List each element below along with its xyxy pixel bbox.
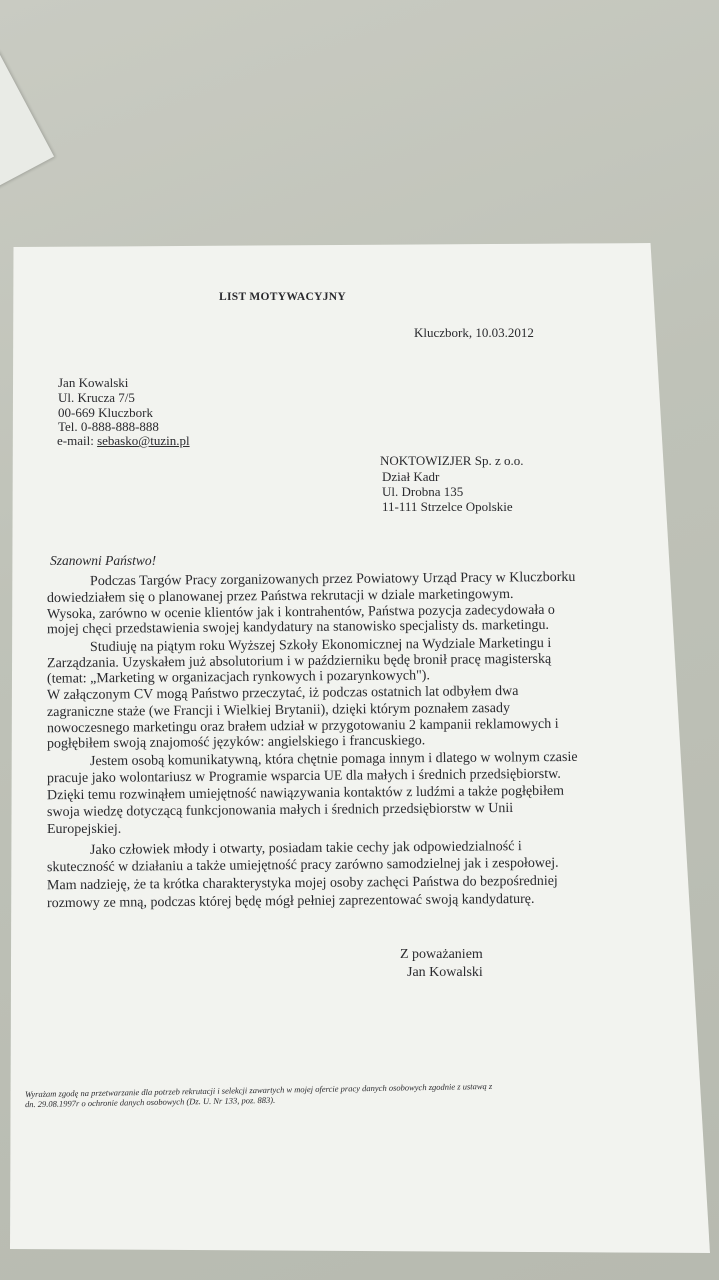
body-line: swoja wiedzę dotyczącą funkcjonowania małych i średnich przedsiębiorstw w Unii (46, 800, 514, 821)
closing: Z poważaniem (400, 947, 483, 962)
recipient-company: NOKTOWIZJER Sp. z o.o. (380, 453, 524, 468)
body-line: Podczas Targów Pracy zorganizowanych przez Powiatowy Urząd Pracy w Kluczborku (89, 569, 576, 590)
body-line: pracuje jako wolontariusz w Programie wsparcia UE dla małych i średnich przedsiębiorstw. (46, 766, 561, 787)
place-date: Kluczbork, 10.03.2012 (414, 325, 534, 340)
recipient-city: 11-111 Strzelce Opolskie (382, 499, 513, 514)
body-line: zagraniczne staże (we Francji i Wielkiej Brytanii), dzięki którym poznałem zasady (46, 700, 510, 721)
sender-street: Ul. Krucza 7/5 (58, 390, 135, 405)
body-line: W załączonym CV mogą Państwo przeczytać, iż podczas ostatnich lat odbyłem dwa (46, 683, 519, 704)
background-paper-corner (0, 51, 54, 190)
body-line: Jako człowiek młody i otwarty, posiadam takie cechy jak odpowiedzialność i (89, 839, 522, 858)
sender-name: Jan Kowalski (58, 375, 129, 390)
letter-title: LIST MOTYWACYJNY (219, 291, 346, 303)
body-line: Wysoka, zarówno w ocenie klientów jak i kontrahentów, Państwa pozycja zadecydowała o (46, 602, 555, 623)
body-line: Europejskiej. (47, 822, 122, 837)
body-line: dowiedziałem się o planowanej przez Państwa rekrutacji w dziale marketingowym. (46, 586, 514, 607)
email-link[interactable]: sebasko@tuzin.pl (97, 433, 190, 448)
footer-consent-line: dn. 29.08.1997r o ochronie danych osobowych (Dz. U. Nr 133, poz. 883). (24, 1094, 276, 1110)
body-line: Zarządzania. Uzyskałem już absolutorium i w październiku będę bronił pracę magisterską (46, 651, 552, 672)
recipient-street: Ul. Drobna 135 (382, 484, 464, 499)
signature-name: Jan Kowalski (407, 965, 483, 980)
recipient-department: Dział Kadr (382, 469, 440, 484)
body-line: pogłębiłem swoją znajomość języków: angielskiego i francuskiego. (46, 733, 426, 752)
sender-email-line (57, 433, 190, 448)
body-line: Mam nadzieję, że ta krótka charakterystyka mojej osoby zachęci Państwa do bezpośredniej (46, 873, 558, 894)
sender-city: 00-669 Kluczbork (58, 405, 153, 420)
body-line: Dzięki temu rozwinąłem umiejętność nawiązywania kontaktów z ludźmi a także pogłębiłem (46, 783, 565, 804)
body-line: Studiuję na piątym roku Wyższej Szkoły Ekonomicznej na Wydziale Marketingu i (89, 635, 552, 656)
body-line: Jestem osobą komunikatywną, która chętnie pomaga innym i dlatego w wolnym czasie (89, 749, 578, 770)
body-line: skuteczność w działaniu a także umiejętność pracy zarówno samodzielnej jak i zespołowej. (46, 855, 559, 876)
footer-consent-line: Wyrażam zgodę na przetwarzanie dla potrzeb rekrutacji i selekcji zawartych w mojej ofercie pracy danych osobowych zgodnie z ustawą z (24, 1080, 493, 1100)
email-label: e-mail: (57, 433, 94, 448)
body-line: rozmowy ze mną, podczas której będę mógł pełniej zaprezentować swoją kandydaturę. (46, 891, 535, 912)
salutation: Szanowni Państwo! (50, 553, 157, 568)
body-line: nowoczesnego marketingu oraz brałem udział w przygotowaniu 2 kampanii reklamowych i (46, 716, 559, 737)
sender-phone: Tel. 0-888-888-888 (58, 419, 159, 434)
body-line: mojej chęci przedstawienia swojej kandydatury na stanowisko specjalisty ds. marketingu. (46, 617, 549, 638)
body-line: (temat: „Marketing w organizacjach rynkowych i pozarynkowych"). (46, 668, 430, 687)
